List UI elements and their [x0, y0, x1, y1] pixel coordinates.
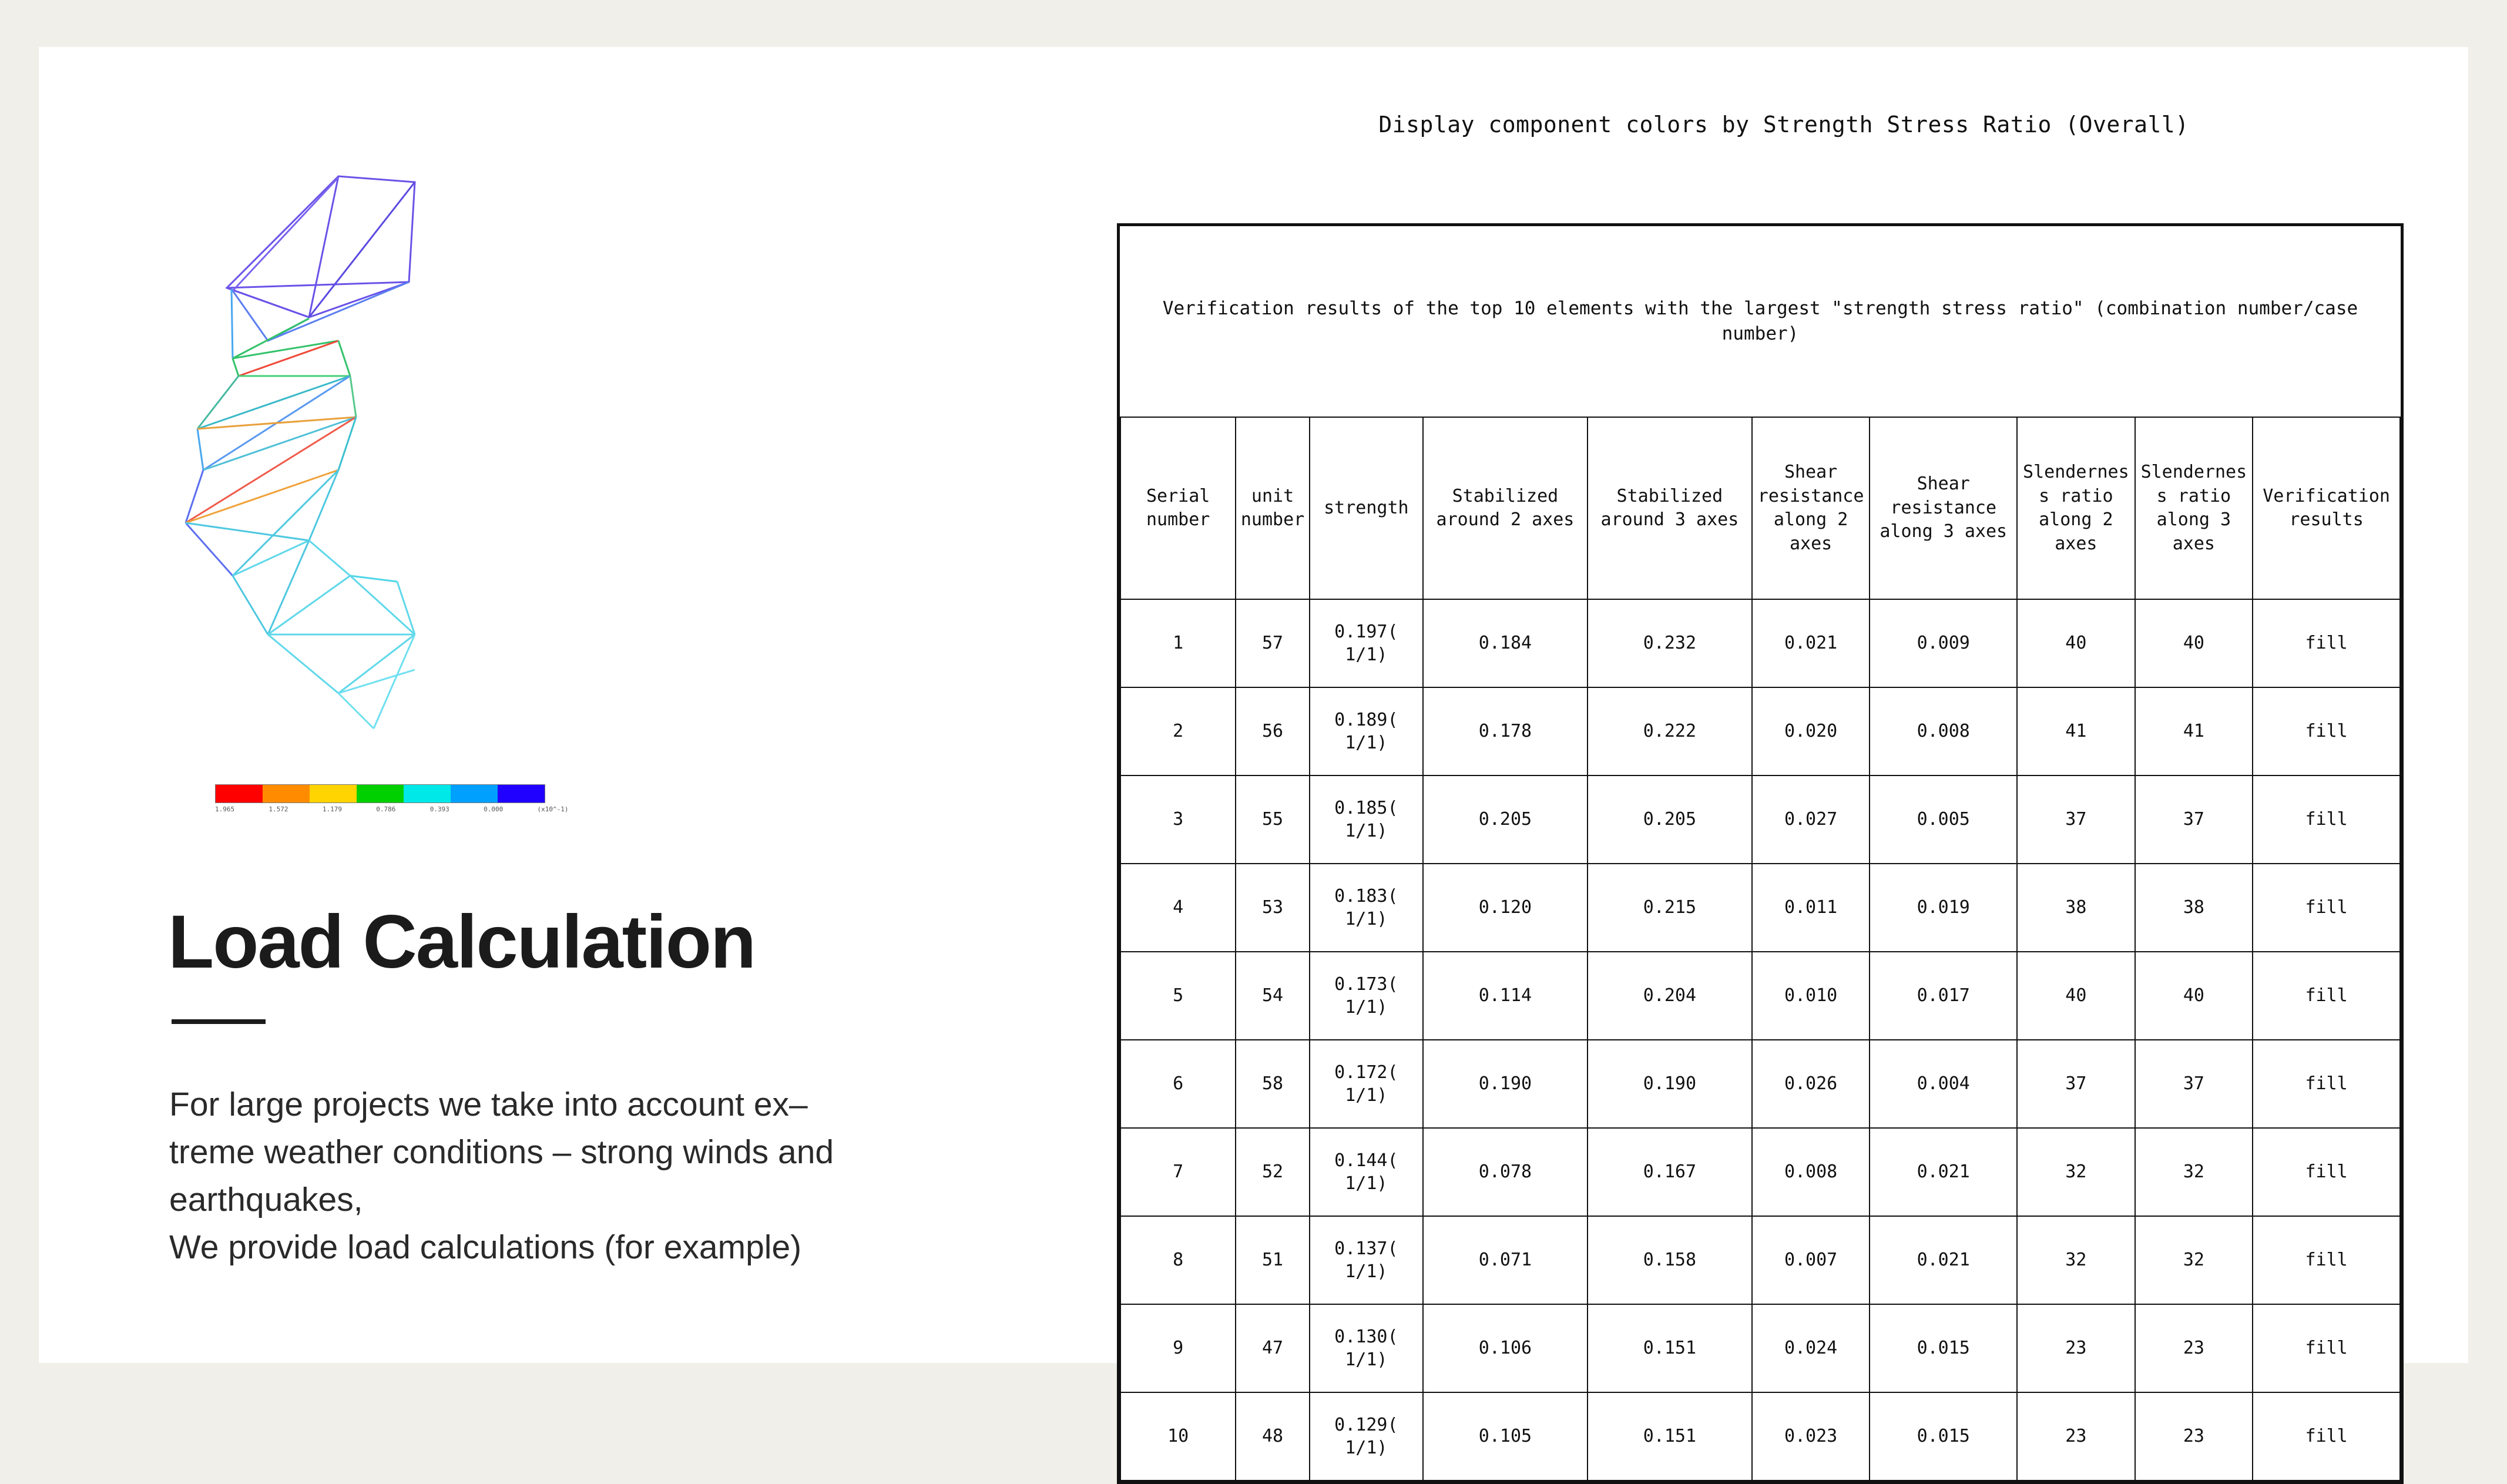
legend-swatch-1 — [263, 785, 310, 803]
title-underline-rule — [172, 1019, 266, 1024]
legend-swatch-0 — [216, 785, 263, 803]
cell-r3-c1: 53 — [1236, 864, 1309, 952]
cell-r1-c9: fill — [2253, 687, 2400, 775]
cell-r5-c1: 58 — [1236, 1040, 1309, 1128]
cell-r0-c0: 1 — [1120, 599, 1236, 687]
cell-r3-c9: fill — [2253, 864, 2400, 952]
cell-r5-c2: 0.172( 1/1) — [1310, 1040, 1423, 1128]
cell-r1-c7: 41 — [2017, 687, 2135, 775]
body-line-0: For large projects we take into account ex– — [169, 1086, 808, 1123]
cell-r0-c6: 0.009 — [1870, 599, 2017, 687]
table-body — [1120, 599, 2400, 1480]
cell-r5-c9: fill — [2253, 1040, 2400, 1128]
cell-r0-c5: 0.021 — [1752, 599, 1870, 687]
legend-label-6: (x10^-1) — [537, 805, 569, 813]
cell-r1-c3: 0.178 — [1423, 687, 1588, 775]
table-title: Verification results of the top 10 elements with the largest "strength stress ratio" (combination number/case number) — [1120, 226, 2400, 417]
cell-r7-c0: 8 — [1120, 1216, 1236, 1304]
cell-r9-c0: 10 — [1120, 1392, 1236, 1480]
table-header-row — [1120, 417, 2400, 599]
cell-r0-c4: 0.232 — [1588, 599, 1752, 687]
cell-r9-c2: 0.129( 1/1) — [1310, 1392, 1423, 1480]
cell-r2-c5: 0.027 — [1752, 775, 1870, 864]
cell-r5-c7: 37 — [2017, 1040, 2135, 1128]
cell-r4-c1: 54 — [1236, 952, 1309, 1040]
cell-r7-c1: 51 — [1236, 1216, 1309, 1304]
cell-r8-c7: 23 — [2017, 1304, 2135, 1392]
cell-r9-c9: fill — [2253, 1392, 2400, 1480]
truss-wireframe-diagram — [162, 164, 609, 752]
cell-r5-c4: 0.190 — [1588, 1040, 1752, 1128]
cell-r9-c7: 23 — [2017, 1392, 2135, 1480]
cell-r6-c2: 0.144( 1/1) — [1310, 1128, 1423, 1216]
cell-r2-c1: 55 — [1236, 775, 1309, 864]
cell-r1-c2: 0.189( 1/1) — [1310, 687, 1423, 775]
cell-r4-c9: fill — [2253, 952, 2400, 1040]
cell-r9-c4: 0.151 — [1588, 1392, 1752, 1480]
table-row — [1120, 1128, 2400, 1216]
cell-r2-c0: 3 — [1120, 775, 1236, 864]
cell-r1-c8: 41 — [2135, 687, 2253, 775]
color-scale-legend — [215, 784, 597, 813]
cell-r2-c8: 37 — [2135, 775, 2253, 864]
cell-r7-c8: 32 — [2135, 1216, 2253, 1304]
verification-results-table — [1117, 223, 2404, 1484]
cell-r1-c5: 0.020 — [1752, 687, 1870, 775]
cell-r2-c6: 0.005 — [1870, 775, 2017, 864]
cell-r1-c1: 56 — [1236, 687, 1309, 775]
cell-r7-c3: 0.071 — [1423, 1216, 1588, 1304]
table-row — [1120, 775, 2400, 864]
table-row — [1120, 952, 2400, 1040]
cell-r9-c3: 0.105 — [1423, 1392, 1588, 1480]
cell-r0-c9: fill — [2253, 599, 2400, 687]
table-row — [1120, 1392, 2400, 1480]
cell-r8-c8: 23 — [2135, 1304, 2253, 1392]
column-header-9: Verification results — [2253, 417, 2400, 599]
table-head — [1120, 226, 2400, 599]
cell-r5-c3: 0.190 — [1423, 1040, 1588, 1128]
column-header-6: Shear resistance along 3 axes — [1870, 417, 2017, 599]
column-header-2: strength — [1310, 417, 1423, 599]
cell-r4-c4: 0.204 — [1588, 952, 1752, 1040]
column-header-3: Stabilized around 2 axes — [1423, 417, 1588, 599]
left-column — [127, 117, 1067, 1292]
cell-r9-c1: 48 — [1236, 1392, 1309, 1480]
cell-r5-c0: 6 — [1120, 1040, 1236, 1128]
table-row — [1120, 599, 2400, 687]
cell-r0-c2: 0.197( 1/1) — [1310, 599, 1423, 687]
slide-canvas — [39, 47, 2468, 1458]
cell-r4-c2: 0.173( 1/1) — [1310, 952, 1423, 1040]
cell-r3-c8: 38 — [2135, 864, 2253, 952]
legend-label-1: 1.572 — [269, 805, 288, 813]
cell-r9-c5: 0.023 — [1752, 1392, 1870, 1480]
cell-r6-c6: 0.021 — [1870, 1128, 2017, 1216]
legend-color-bar — [215, 784, 545, 803]
legend-swatch-4 — [404, 785, 451, 803]
cell-r6-c3: 0.078 — [1423, 1128, 1588, 1216]
cell-r1-c6: 0.008 — [1870, 687, 2017, 775]
body-paragraph — [169, 1081, 1033, 1271]
column-header-1: unit number — [1236, 417, 1309, 599]
cell-r2-c2: 0.185( 1/1) — [1310, 775, 1423, 864]
column-header-8: Slenderness ratio along 3 axes — [2135, 417, 2253, 599]
cell-r6-c0: 7 — [1120, 1128, 1236, 1216]
cell-r2-c9: fill — [2253, 775, 2400, 864]
cell-r7-c5: 0.007 — [1752, 1216, 1870, 1304]
page-title: Load Calculation — [168, 900, 756, 984]
column-header-0: Serial number — [1120, 417, 1236, 599]
cell-r6-c1: 52 — [1236, 1128, 1309, 1216]
cell-r2-c7: 37 — [2017, 775, 2135, 864]
cell-r0-c3: 0.184 — [1423, 599, 1588, 687]
table-row — [1120, 1304, 2400, 1392]
cell-r3-c7: 38 — [2017, 864, 2135, 952]
structural-model-figure — [162, 164, 609, 752]
right-column — [1073, 112, 2442, 1458]
body-line-2: earthquakes, — [169, 1180, 363, 1218]
legend-label-3: 0.786 — [376, 805, 396, 813]
cell-r2-c4: 0.205 — [1588, 775, 1752, 864]
legend-tick-labels — [215, 805, 591, 813]
column-header-4: Stabilized around 3 axes — [1588, 417, 1752, 599]
cell-r1-c0: 2 — [1120, 687, 1236, 775]
cell-r1-c4: 0.222 — [1588, 687, 1752, 775]
legend-label-2: 1.179 — [322, 805, 342, 813]
table-row — [1120, 687, 2400, 775]
body-line-3: We provide load calculations (for example) — [169, 1228, 802, 1266]
cell-r7-c9: fill — [2253, 1216, 2400, 1304]
cell-r0-c8: 40 — [2135, 599, 2253, 687]
cell-r7-c7: 32 — [2017, 1216, 2135, 1304]
cell-r4-c7: 40 — [2017, 952, 2135, 1040]
column-header-7: Slenderness ratio along 2 axes — [2017, 417, 2135, 599]
cell-r5-c8: 37 — [2135, 1040, 2253, 1128]
cell-r3-c5: 0.011 — [1752, 864, 1870, 952]
cell-r8-c3: 0.106 — [1423, 1304, 1588, 1392]
cell-r8-c0: 9 — [1120, 1304, 1236, 1392]
cell-r6-c7: 32 — [2017, 1128, 2135, 1216]
cell-r6-c4: 0.167 — [1588, 1128, 1752, 1216]
cell-r8-c9: fill — [2253, 1304, 2400, 1392]
cell-r3-c2: 0.183( 1/1) — [1310, 864, 1423, 952]
cell-r5-c6: 0.004 — [1870, 1040, 2017, 1128]
cell-r6-c8: 32 — [2135, 1128, 2253, 1216]
legend-label-0: 1.965 — [215, 805, 235, 813]
cell-r8-c5: 0.024 — [1752, 1304, 1870, 1392]
legend-swatch-5 — [451, 785, 498, 803]
results-table — [1120, 226, 2401, 1481]
cell-r6-c5: 0.008 — [1752, 1128, 1870, 1216]
cell-r9-c6: 0.015 — [1870, 1392, 2017, 1480]
cell-r7-c2: 0.137( 1/1) — [1310, 1216, 1423, 1304]
cell-r5-c5: 0.026 — [1752, 1040, 1870, 1128]
cell-r4-c6: 0.017 — [1870, 952, 2017, 1040]
cell-r7-c6: 0.021 — [1870, 1216, 2017, 1304]
cell-r4-c3: 0.114 — [1423, 952, 1588, 1040]
table-row — [1120, 864, 2400, 952]
cell-r0-c1: 57 — [1236, 599, 1309, 687]
table-row — [1120, 1216, 2400, 1304]
legend-swatch-3 — [357, 785, 404, 803]
legend-label-5: 0.000 — [484, 805, 504, 813]
cell-r8-c1: 47 — [1236, 1304, 1309, 1392]
table-row — [1120, 1040, 2400, 1128]
cell-r7-c4: 0.158 — [1588, 1216, 1752, 1304]
cell-r4-c8: 40 — [2135, 952, 2253, 1040]
legend-swatch-6 — [498, 785, 545, 803]
cell-r6-c9: fill — [2253, 1128, 2400, 1216]
column-header-5: Shear resistance along 2 axes — [1752, 417, 1870, 599]
cell-r3-c6: 0.019 — [1870, 864, 2017, 952]
legend-swatch-2 — [310, 785, 357, 803]
table-title-row — [1120, 226, 2400, 417]
cell-r9-c8: 23 — [2135, 1392, 2253, 1480]
body-line-1: treme weather conditions – strong winds and — [169, 1133, 834, 1171]
cell-r0-c7: 40 — [2017, 599, 2135, 687]
cell-r8-c6: 0.015 — [1870, 1304, 2017, 1392]
figure-caption: Display component colors by Strength Stress Ratio (Overall) — [1378, 112, 2189, 137]
cell-r3-c4: 0.215 — [1588, 864, 1752, 952]
cell-r4-c5: 0.010 — [1752, 952, 1870, 1040]
legend-label-4: 0.393 — [429, 805, 449, 813]
cell-r8-c2: 0.130( 1/1) — [1310, 1304, 1423, 1392]
cell-r4-c0: 5 — [1120, 952, 1236, 1040]
cell-r8-c4: 0.151 — [1588, 1304, 1752, 1392]
cell-r3-c0: 4 — [1120, 864, 1236, 952]
cell-r2-c3: 0.205 — [1423, 775, 1588, 864]
cell-r3-c3: 0.120 — [1423, 864, 1588, 952]
